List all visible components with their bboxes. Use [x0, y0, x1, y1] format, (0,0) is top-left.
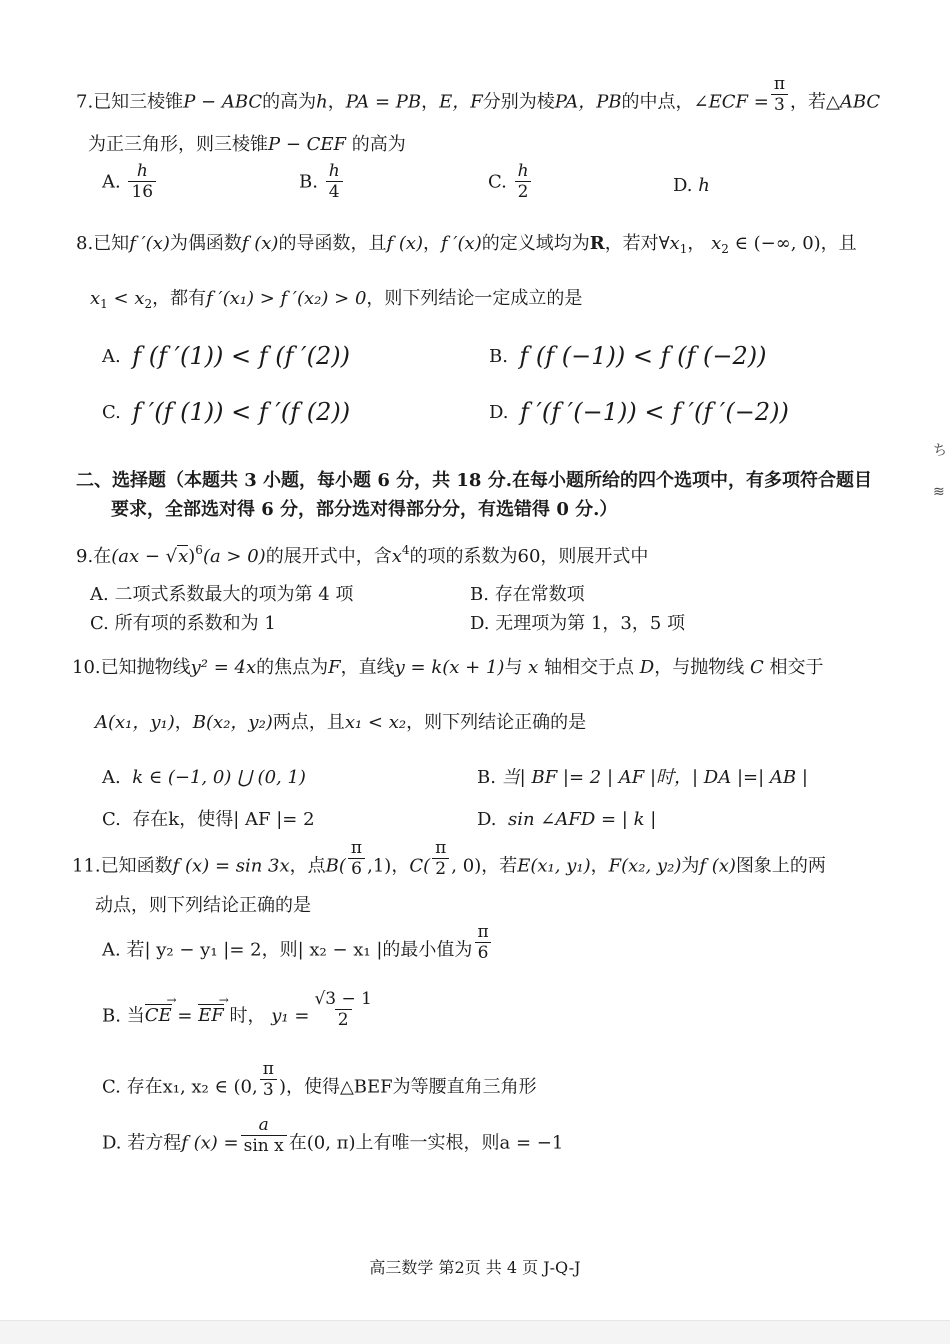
q10-option-b: B. 当| BF |= 2 | AF |时，| DA |=| AB |: [477, 767, 808, 788]
q8-option-b: B. f (f (−1)) < f (f (−2)): [489, 342, 767, 370]
q11-option-a: A. 若| y₂ − y₁ |= 2，则| x₂ − x₁ |的最小值为 $\frac{\pi}{6}$: [102, 938, 494, 963]
q10-option-c: C. 存在k，使得| AF |= 2: [102, 809, 315, 830]
q9-stem: 9.在(ax − √x)$^6$(a > 0)的展开式中，含$x^4$的项的系数为60，则展开式中: [76, 543, 649, 567]
q11-line2: 动点，则下列结论正确的是: [95, 895, 311, 916]
q8-option-d: D. f ′(f ′(−1)) < f ′(f ′(−2)): [489, 398, 789, 426]
q10-line2: A(x₁，y₁)，B(x₂，y₂)两点，且x₁ < x₂，则下列结论正确的是: [95, 712, 587, 733]
q8-option-a: A. f (f ′(1)) < f (f ′(2)): [102, 342, 350, 370]
scan-bottom-edge: [0, 1320, 950, 1344]
q7-line1: 7.已知三棱锥P − ABC的高为h，PA = PB，E，F分别为棱PA，PB的中点，∠ECF = $\frac{\pi}{3}$ ，若△ABC: [76, 74, 881, 115]
section2-heading-line2: 要求，全部选对得 6 分，部分选对得部分分，有选错得 0 分.）: [111, 499, 618, 520]
q9-option-d: D. 无理项为第 1，3，5 项: [470, 613, 686, 634]
margin-mark-2: ≋: [933, 484, 945, 500]
page-footer: 高三数学 第2页 共 4 页 J-Q-J: [369, 1258, 581, 1277]
q7-option-a: A. $\frac{h}{16}$: [102, 163, 158, 202]
section2-heading-line1: 二、选择题（本题共 3 小题，每小题 6 分，共 18 分.在每小题所给的四个选项中，有多项符合题目: [76, 470, 872, 491]
q11-option-c: C. 存在x₁, x₂ ∈ (0, $\frac{\pi}{3}$ )，使得△BEF为等腰直角三角形: [102, 1059, 537, 1100]
q11-line1: 11.已知函数f (x) = sin 3x，点B( $\frac{\pi}{6}$ ,1)，C( $\frac{\pi}{2}$ , 0)，若E(x₁, y₁)，F(x₂, y₂)为f (x)图象上的两: [72, 838, 826, 879]
q10-option-d: D. sin ∠AFD = | k |: [477, 809, 657, 830]
q9-option-b: B. 存在常数项: [470, 584, 585, 605]
q8-line2: $x_1 < x_2$，都有f ′(x₁) > f ′(x₂) > 0，则下列结论一定成立的是: [90, 288, 583, 311]
q10-line1: 10.已知抛物线y² = 4x的焦点为F，直线y = k(x + 1)与 x 轴相交于点 D，与抛物线 C 相交于: [72, 657, 824, 678]
q7-option-b: B. $\frac{h}{4}$: [299, 163, 345, 202]
q9-option-a: A. 二项式系数最大的项为第 4 项: [90, 584, 354, 605]
q11-b-fraction: $\frac{\pi}{6}$: [348, 840, 365, 879]
q7-option-d: D. h: [673, 175, 710, 196]
q11-option-b: B. 当CE → = EF → 时， y₁ = $\frac{√3 - 1}{2}$: [102, 1003, 377, 1030]
q7-line2: 为正三角形，则三棱锥P − CEF 的高为: [88, 134, 406, 155]
q10-option-a: A. k ∈ (−1, 0) ⋃ (0, 1): [102, 767, 306, 788]
margin-mark-1: ち: [933, 443, 947, 459]
q7-angle-fraction: $\frac{\pi}{3}$: [771, 76, 788, 115]
q8-option-c: C. f ′(f (1)) < f ′(f (2)): [102, 398, 351, 426]
q8-line1: 8.已知f ′(x)为偶函数f (x)的导函数，且f (x)，f ′(x)的定义域均为R，若对$\forall x_1$， $x_2$ ∈ (−∞, 0)，且: [76, 233, 857, 256]
q11-option-d: D. 若方程f (x) = $\frac{a}{\text{sin x}}$ 在(0, π)上有唯一实根，则a = −1: [102, 1115, 564, 1156]
q9-option-c: C. 所有项的系数和为 1: [90, 613, 276, 634]
q11-c-fraction: $\frac{\pi}{2}$: [432, 840, 449, 879]
q7-option-c: C. $\frac{h}{2}$: [488, 163, 534, 202]
